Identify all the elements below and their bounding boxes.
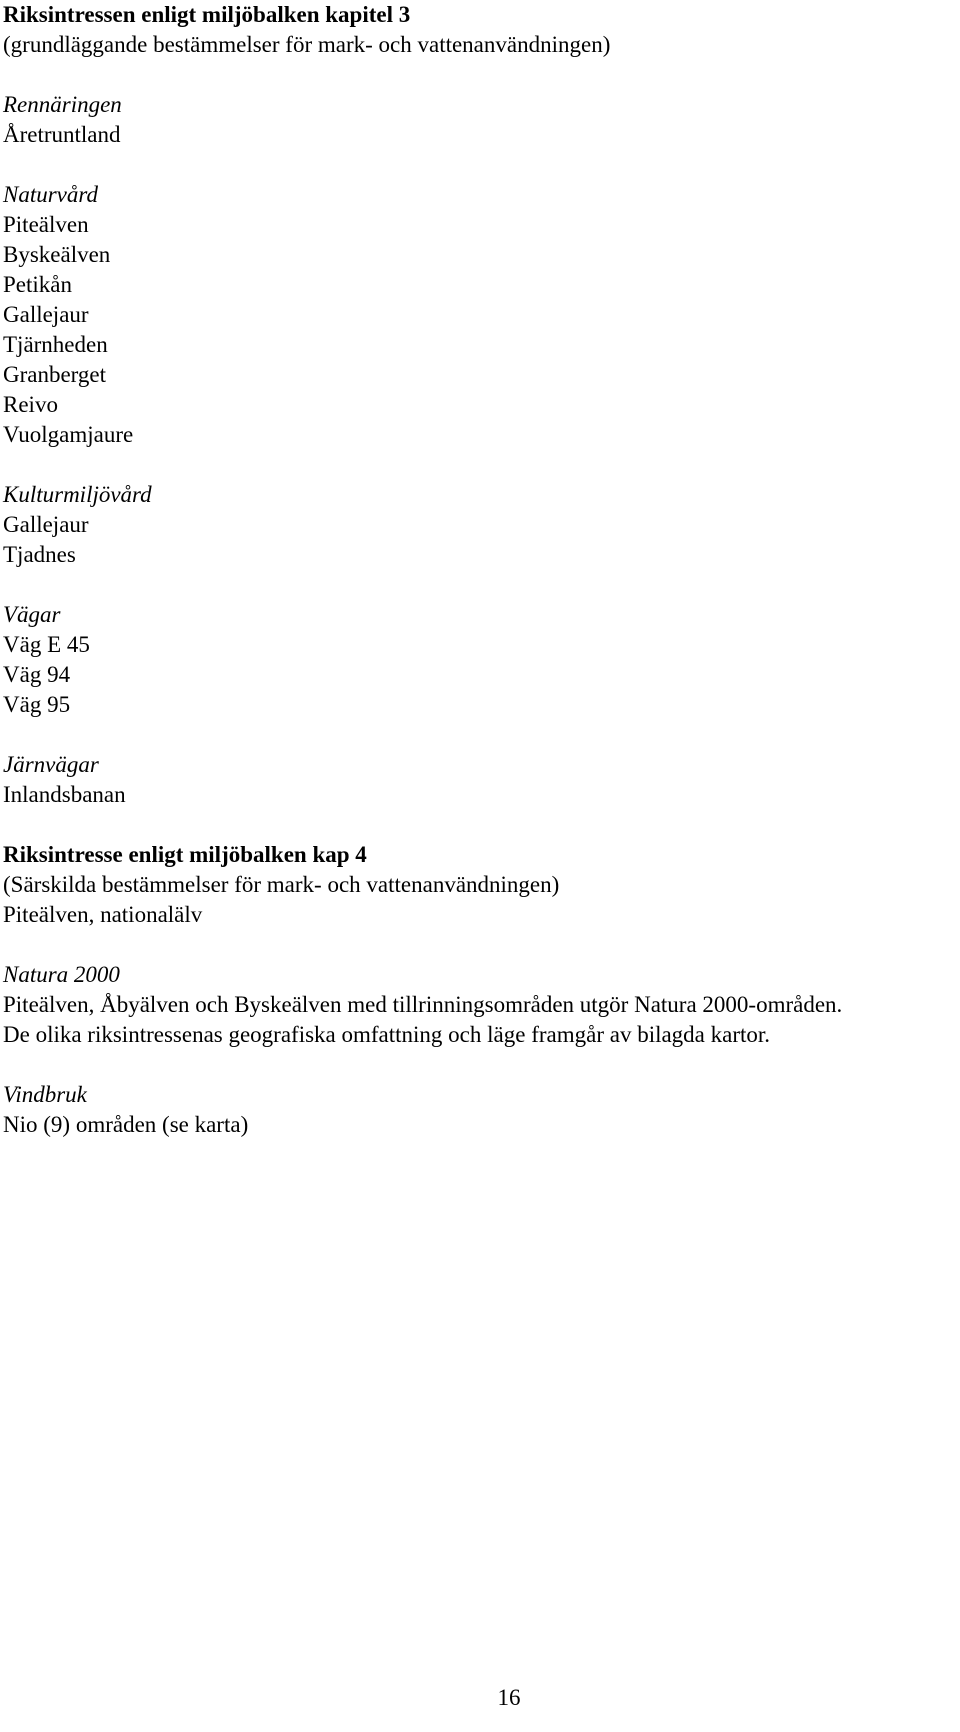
list-item: Granberget [3, 362, 107, 387]
natura2000-heading: Natura 2000 [3, 962, 120, 987]
list-item: Byskeälven [3, 242, 111, 267]
kulturmiljovard-heading: Kulturmiljövård [3, 482, 152, 507]
natura2000-line: Piteälven, Åbyälven och Byskeälven med tillrinningsområden utgör Natura 2000-områden. [3, 992, 843, 1017]
page-number: 16 [497, 1685, 521, 1710]
list-item: Gallejaur [3, 302, 89, 327]
list-item: Väg 94 [3, 662, 71, 687]
section-kap4-heading: Riksintresse enligt miljöbalken kap 4 [3, 842, 367, 867]
jarnvagar-heading: Järnvägar [3, 752, 99, 777]
list-item: Tjadnes [3, 542, 76, 567]
list-item: Väg E 45 [3, 632, 90, 657]
rennaringen-heading: Rennäringen [3, 92, 122, 117]
list-item: Petikån [3, 272, 72, 297]
document-page [3, 0, 953, 1140]
list-item: Vuolgamjaure [3, 422, 134, 447]
list-item: Väg 95 [3, 692, 71, 717]
list-item: Reivo [3, 392, 58, 417]
naturvard-heading: Naturvård [3, 182, 98, 207]
list-item: Åretruntland [3, 122, 121, 147]
natura2000-line: De olika riksintressenas geografiska omfattning och läge framgår av bilagda kartor. [3, 1022, 771, 1047]
list-item: Nio (9) områden (se karta) [3, 1112, 249, 1137]
vagar-heading: Vägar [3, 602, 61, 627]
section-kap3-heading: Riksintressen enligt miljöbalken kapitel 3 [3, 2, 411, 27]
list-item: Piteälven, nationalälv [3, 902, 203, 927]
vindbruk-heading: Vindbruk [3, 1082, 87, 1107]
section-kap4-subheading: (Särskilda bestämmelser för mark- och vattenanvändningen) [3, 872, 560, 897]
list-item: Piteälven [3, 212, 89, 237]
list-item: Gallejaur [3, 512, 89, 537]
section-kap3-subheading: (grundläggande bestämmelser för mark- och vattenanvändningen) [3, 32, 611, 57]
list-item: Inlandsbanan [3, 782, 126, 807]
list-item: Tjärnheden [3, 332, 108, 357]
